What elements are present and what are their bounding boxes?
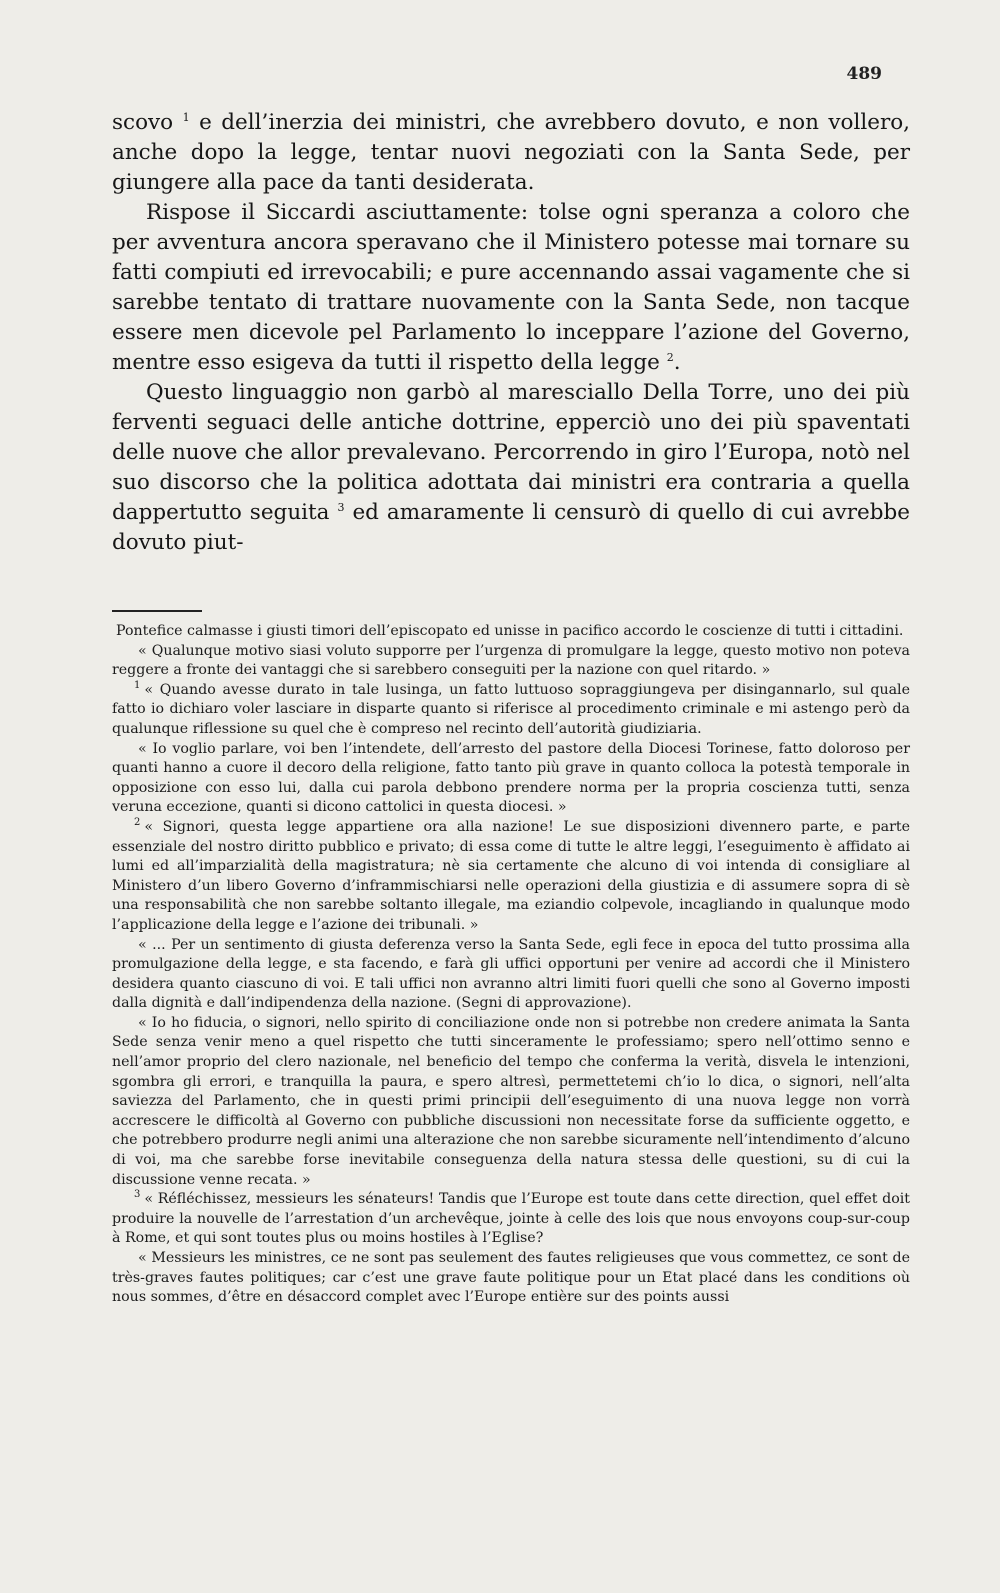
footnote-text: « ... Per un sentimento di giusta deferenza verso la Santa Sede, egli fece in epoca del tutto prossima alla promulgazione della legge, e sta facendo, e farà gli uffici opportuni per venire ad accordi che il Ministero desidera quanto ciascuno di voi. E tali uffici non avranno altri limiti fuori quelli che sono al Governo imposti dalla dignità e dall’indipendenza della nazione. (Segni di approvazione).: [112, 936, 910, 1012]
footnote: [112, 681, 910, 740]
footnote-text: Pontefice calmasse i giusti timori dell’episcopato ed unisse in pacifico accordo le coscienze di tutti i cittadini.: [116, 623, 904, 639]
paragraph-text: scovo: [112, 110, 183, 135]
footnote-text: « Io voglio parlare, voi ben l’intendete, dell’arresto del pastore della Diocesi Torinese, fatto doloroso per quanti hanno a cuore il decoro della religione, fatto tanto più grave in quanto colloca la potestà temporale in opposizione con esso lui, dalla cui parola debbono prendere norma per la propria coscienza tutti, senza veruna eccezione, quanti si dicono cattolici in questa diocesi. »: [112, 740, 910, 816]
footnote: [112, 622, 910, 642]
footnote-text: « Signori, questa legge appartiene ora alla nazione! Le sue disposizioni divennero parte, e parte essenziale del nostro diritto pubblico e privato; di essa come di tutte le altre leggi, l’eseguimento è affidato ai lumi ed all’imparzialità della magistratura; nè sia certamente che alcuno di voi intenda di consigliare al Ministero d’un libero Governo d’inframmischiarsi nelle operazioni della giustizia e di assumere sopra di sè una responsabilità che non sarebbe soltanto illegale, ma eziandio colpevole, incagliando in qualunque modo l’applicazione della legge e l’azione dei tribunali. »: [112, 818, 910, 933]
paragraph-text: ed amaramente li censurò di quello di cui avrebbe dovuto piut-: [112, 500, 910, 555]
footnote-text: « Qualunque motivo siasi voluto supporre per l’urgenza di promulgare la legge, questo motivo non poteva reggere a fronte dei vantaggi che si sarebbero conseguiti per la nazione con quel ritardo. »: [112, 642, 910, 679]
footnote-reference: 3: [337, 500, 345, 514]
main-paragraph: [112, 108, 910, 198]
main-text: [112, 108, 910, 558]
footnote-text: « Quando avesse durato in tale lusinga, un fatto luttuoso sopraggiungeva per disingannarlo, sul quale fatto io dichiaro voler lasciare in disparte quanto si riferisce al procedimento criminale e mi astengo però da qualunque riflessione su quel che è compreso nel recinto dell’autorità giudiziaria.: [112, 681, 910, 737]
footnote-divider: [112, 610, 202, 612]
footnotes: [112, 622, 910, 1308]
paragraph-text: Rispose il Siccardi asciuttamente: tolse ogni speranza a coloro che per avventura ancora speravano che il Ministero potesse mai tornare su fatti compiuti ed irrevocabili; e pure accennando assai vagamente che si sarebbe tentato di trattare nuovamente con la Santa Sede, non tacque essere men dicevole pel Parlamento lo inceppare l’azione del Governo, mentre esso esigeva da tutti il rispetto della legge: [112, 200, 910, 375]
footnote-mark: 2: [134, 817, 141, 829]
main-paragraph: [112, 378, 910, 558]
footnote: [112, 740, 910, 818]
footnote: [112, 642, 910, 681]
footnote-reference: 1: [182, 110, 190, 124]
footnote: [112, 1014, 910, 1190]
footnote-text: « Réfléchissez, messieurs les sénateurs! Tandis que l’Europe est toute dans cette direction, quel effet doit produire la nouvelle de l’arrestation d’un archevêque, jointe à celle des lois que nous envoyons coup-sur-coup à Rome, et qui sont toutes plus ou moins hostiles à l’Eglise?: [112, 1191, 910, 1247]
footnote: [112, 1190, 910, 1249]
main-paragraph: [112, 198, 910, 378]
paragraph-text: e dell’inerzia dei ministri, che avrebbero dovuto, e non vollero, anche dopo la legge, tentar nuovi negoziati con la Santa Sede, per giungere alla pace da tanti desiderata.: [112, 110, 911, 195]
footnote-text: « Io ho fiducia, o signori, nello spirito di conciliazione onde non si potrebbe non credere animata la Santa Sede senza venir meno a quel rispetto che tutti sinceramente le professiamo; spero nell’ottimo senno e nell’amor proprio del clero nazionale, nel beneficio del tempo che conferma la verità, disvela le intenzioni, sgombra gli errori, e tranquilla la paura, e spero altresì, permettetemi ch’io lo dica, o signori, nell’alta saviezza del Parlamento, che in questi primi principii dell’eseguimento di una nuova legge non vorrà accrescere le difficoltà al Governo con pubbliche discussioni non necessitate forse da sufficiente oggetto, e che potrebbero produrre negli animi una alterazione che non sarebbe sicuramente nell’intendimento d’alcuno di voi, ma che sarebbe forse inevitabile conseguenza della natura stessa delle questioni, su di cui la discussione venne recata. »: [112, 1014, 910, 1188]
footnote: [112, 818, 910, 936]
paragraph-text: .: [673, 350, 681, 375]
footnote-reference: 2: [666, 350, 674, 364]
footnote: [112, 1249, 910, 1308]
footnote-text: « Messieurs les ministres, ce ne sont pas seulement des fautes religieuses que vous commettez, ce sont de très-graves fautes politiques; car c’est une grave faute politique pour un Etat placé dans les conditions où nous sommes, d’être en désaccord complet avec l’Europe entière sur des points aussi: [112, 1250, 910, 1306]
page-number: 489: [846, 64, 882, 84]
paragraph-text: Questo linguaggio non garbò al maresciallo Della Torre, uno dei più ferventi seguaci delle antiche dottrine, epperciò uno dei più spaventati delle nuove che allor prevalevano. Percorrendo in giro l’Europa, notò nel suo discorso che la politica adottata dai ministri era contraria a quella dappertutto seguita: [112, 380, 910, 525]
footnote-mark: 1: [134, 680, 141, 692]
footnote-mark: 3: [134, 1189, 141, 1201]
footnote: [112, 936, 910, 1014]
